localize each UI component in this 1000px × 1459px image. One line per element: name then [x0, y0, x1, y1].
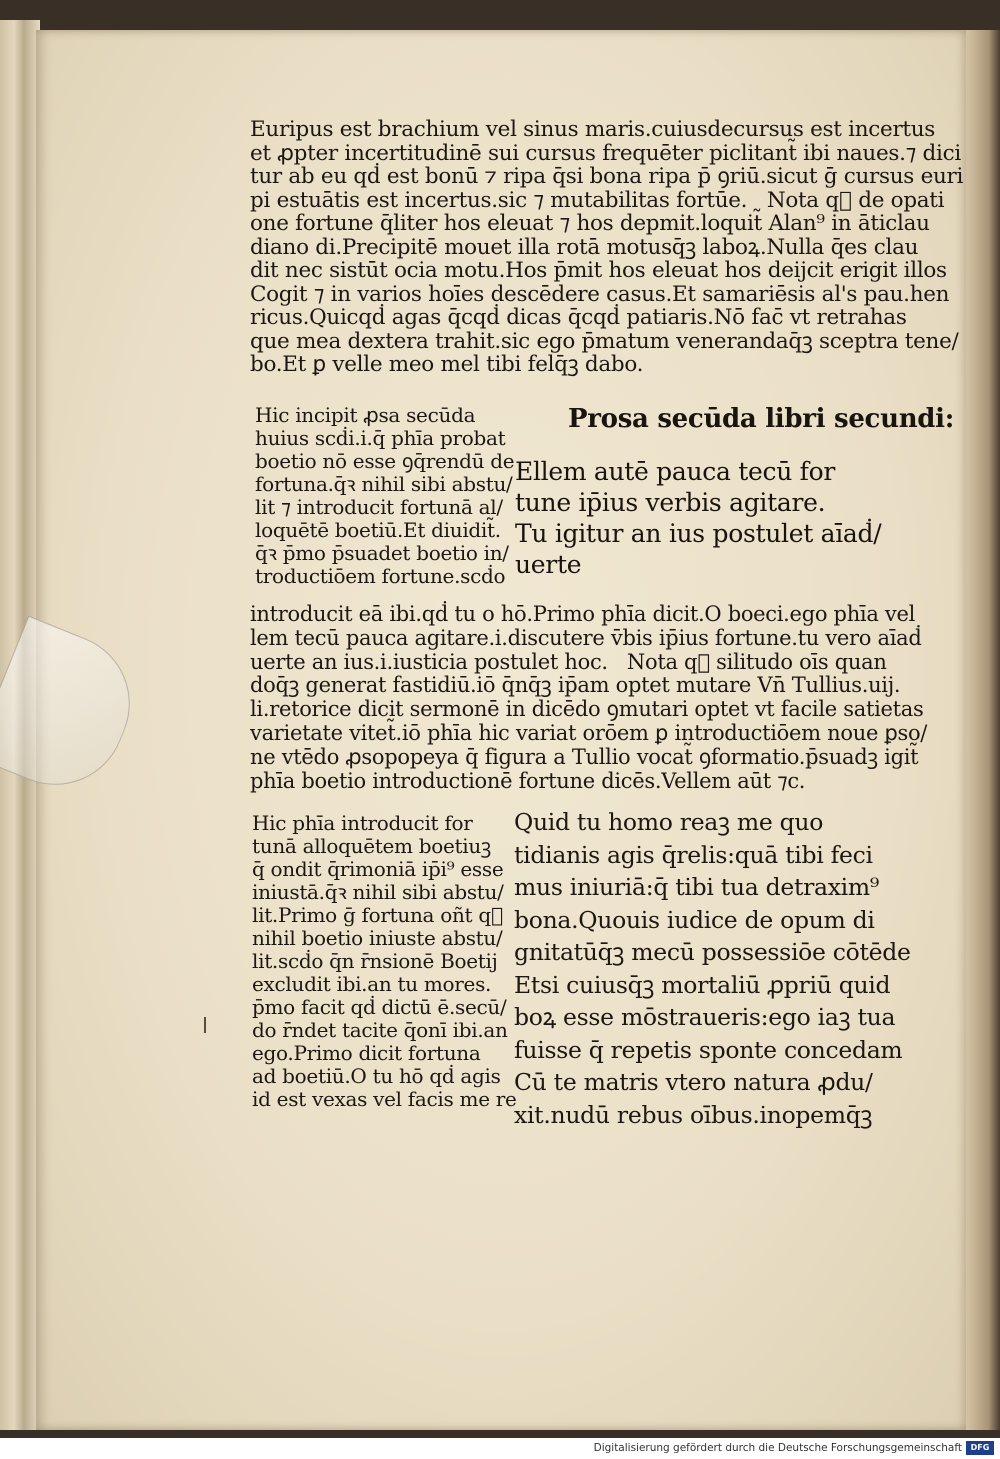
middle-paragraph: [250, 603, 927, 793]
text-line: ne vtēdo ꝓsopopeya q̄ figura a Tullio vocat̃ ꝯformatio.p̄suadꝫ igit̃: [250, 744, 919, 769]
footer-bar: [0, 1438, 1000, 1459]
text-line: ad boetiū.O tu hō qḋ agis: [252, 1064, 501, 1088]
text-line: tur ab eu qḋ est bonū ⁊ ripa q̄si bona ripa p̄ ꝯriū.sicut ḡ cursus euri: [250, 164, 964, 189]
left-gloss-2: [252, 812, 517, 1111]
text-line: uerte: [515, 550, 582, 579]
text-line: troductiōem fortune.scḋo: [255, 564, 506, 588]
text-line: lit ⁊ introducit fortunā al/: [255, 495, 503, 519]
text-line: excludit ibi.an tu mores.: [252, 972, 492, 996]
text-line: phīa boetio introductionē fortune dicēs.Vellem aūt ⁊c.: [250, 768, 806, 793]
left-gloss-1: [255, 404, 514, 588]
text-line: varietate vitet̃.iō phīa hic variat orōem ꝑ introductiōem noue ꝑso/: [250, 720, 928, 745]
text-line: Cū te matris vtero natura ꝓdu/: [514, 1068, 873, 1096]
text-line: Tu igitur an ius postulet aīaḋ/: [515, 519, 882, 548]
text-line: q̄ꝛ p̄mo p̄suadet boetio in/: [255, 541, 509, 565]
text-line: lem tecū pauca agitare.i.discutere v̄bis ip̄ius fortune.tu vero aīaḋ: [250, 625, 922, 650]
text-line: que mea dextera trahit.sic ego p̄matum venerandaq̄ꝫ sceptra tene/: [250, 328, 959, 354]
text-line: dit nec sistūt ocia motu.Hos p̄mit hos eleuat hos deijcit erigit illos: [250, 258, 947, 283]
text-line: boꝝ esse mōstraueris:ego iaꝫ tua: [514, 1003, 896, 1031]
text-line: xit.nudū rebus oībus.inopemq̄ꝫ: [514, 1100, 873, 1129]
text-line: p̄mo facit qḋ dictū ē.secū/: [252, 995, 507, 1019]
margin-mark: [204, 1017, 206, 1033]
text-line: Hic incipit ꝓsa secūda: [255, 403, 476, 427]
top-paragraph: [250, 118, 963, 377]
section-heading: Prosa secūda libri secundi:: [568, 404, 955, 434]
book-right-edge: [962, 30, 1000, 1430]
footer-credit: Digitalisierung gefördert durch die Deutsche Forschungsgemeinschaft: [593, 1442, 962, 1454]
dfg-logo: DFG: [966, 1441, 994, 1455]
text-line: Etsi cuiusq̄ꝫ mortaliū ꝓpriū quid: [514, 970, 891, 999]
text-line: et ꝓpter incertitudinē sui cursus frequēter piclitant̃ ibi naues.⁊ dici: [250, 140, 961, 166]
text-line: lit.Primo ḡ fortuna oñt q᷑: [252, 903, 503, 927]
text-line: Cogit ⁊ in varios hoīes descēdere casus.Et samariēsis al's pau.hen: [250, 281, 950, 307]
right-text-2: [514, 806, 911, 1131]
text-line: ricus.Quicqḋ agas q̄cqḋ dicas q̄cqḋ patiaris.Nō fac̄ vt retrahas: [250, 305, 907, 330]
text-line: lit.scḋo q̄n r̄nsionē Boetij: [252, 949, 498, 973]
text-line: introducit eā ibi.qḋ tu o hō.Primo phīa dicit.O boeci.ego phīa vel: [250, 602, 916, 626]
text-line: Ellem autē pauca tecū for: [515, 457, 835, 486]
text-line: bona.Quouis iudice de opum di: [514, 905, 875, 934]
text-line: li.retorice dicit sermonē in dicēdo ꝯmutari optet vt facile satietas: [250, 697, 924, 722]
text-line: gnitatūq̄ꝫ mecū possessiōe cōtēde: [514, 938, 911, 966]
text-line: Euripus est brachium vel sinus maris.cuiusdecursus est incertus: [250, 117, 936, 142]
text-line: boetio nō esse ꝯq̄rendū de: [255, 449, 515, 473]
text-line: fuisse q̄ repetis sponte concedam: [514, 1035, 903, 1064]
text-line: Quid tu homo reaꝫ me quo: [514, 808, 824, 836]
text-line: ego.Primo dicit fortuna: [252, 1041, 481, 1065]
text-line: do r̄ndet tacite q̄onī ibi.an: [252, 1018, 508, 1042]
text-line: mus iniuriā:q̄ tibi tua detraxim⁹: [514, 873, 880, 901]
text-line: q̄ ondit q̄rimoniā ip̄i⁹ esse: [252, 857, 504, 881]
text-line: tidianis agis q̄relis:quā tibi feci: [514, 840, 873, 869]
text-line: tunā alloquētem boetiuꝫ: [252, 834, 491, 858]
text-line: one fortune q̄liter hos eleuat ⁊ hos depmit.loquit̃ Alan⁹ in āticlau: [250, 211, 930, 236]
text-line: diano di.Precipitē mouet illa rotā motusq̄ꝫ laboꝝ.Nulla q̄es clau: [250, 234, 919, 260]
text-line: pi estuātis est incertus.sic ⁊ mutabilitas fortūe. Nota q᷑ de opati: [250, 187, 945, 213]
text-line: doq̄ꝫ generat fastidiū.iō q̄nq̄ꝫ ip̄am optet mutare Vn̄ Tullius.uij.: [250, 673, 901, 698]
text-line: nihil boetio iniuste abstu/: [252, 926, 503, 950]
text-line: fortuna.q̄ꝛ nihil sibi abstu/: [255, 472, 513, 496]
text-line: tune ip̄ius verbis agitare.: [515, 488, 826, 517]
right-text-1: [515, 456, 881, 580]
text-line: huius scḋi.i.q̄ phīa probat: [255, 426, 506, 450]
text-line: uerte an ius.i.iusticia postulet hoc. Nota q᷑ silitudo oīs quan: [250, 649, 887, 674]
text-line: loquētē boetiū.Et diuidit̃.: [255, 518, 501, 542]
text-line: id est vexas vel facis me re: [252, 1087, 517, 1111]
text-line: Hic phīa introducit for: [252, 811, 473, 835]
text-line: bo.Et ꝑ velle meo mel tibi felq̄ꝫ dabo.: [250, 352, 644, 377]
text-line: iniustā.q̄ꝛ nihil sibi abstu/: [252, 880, 504, 904]
